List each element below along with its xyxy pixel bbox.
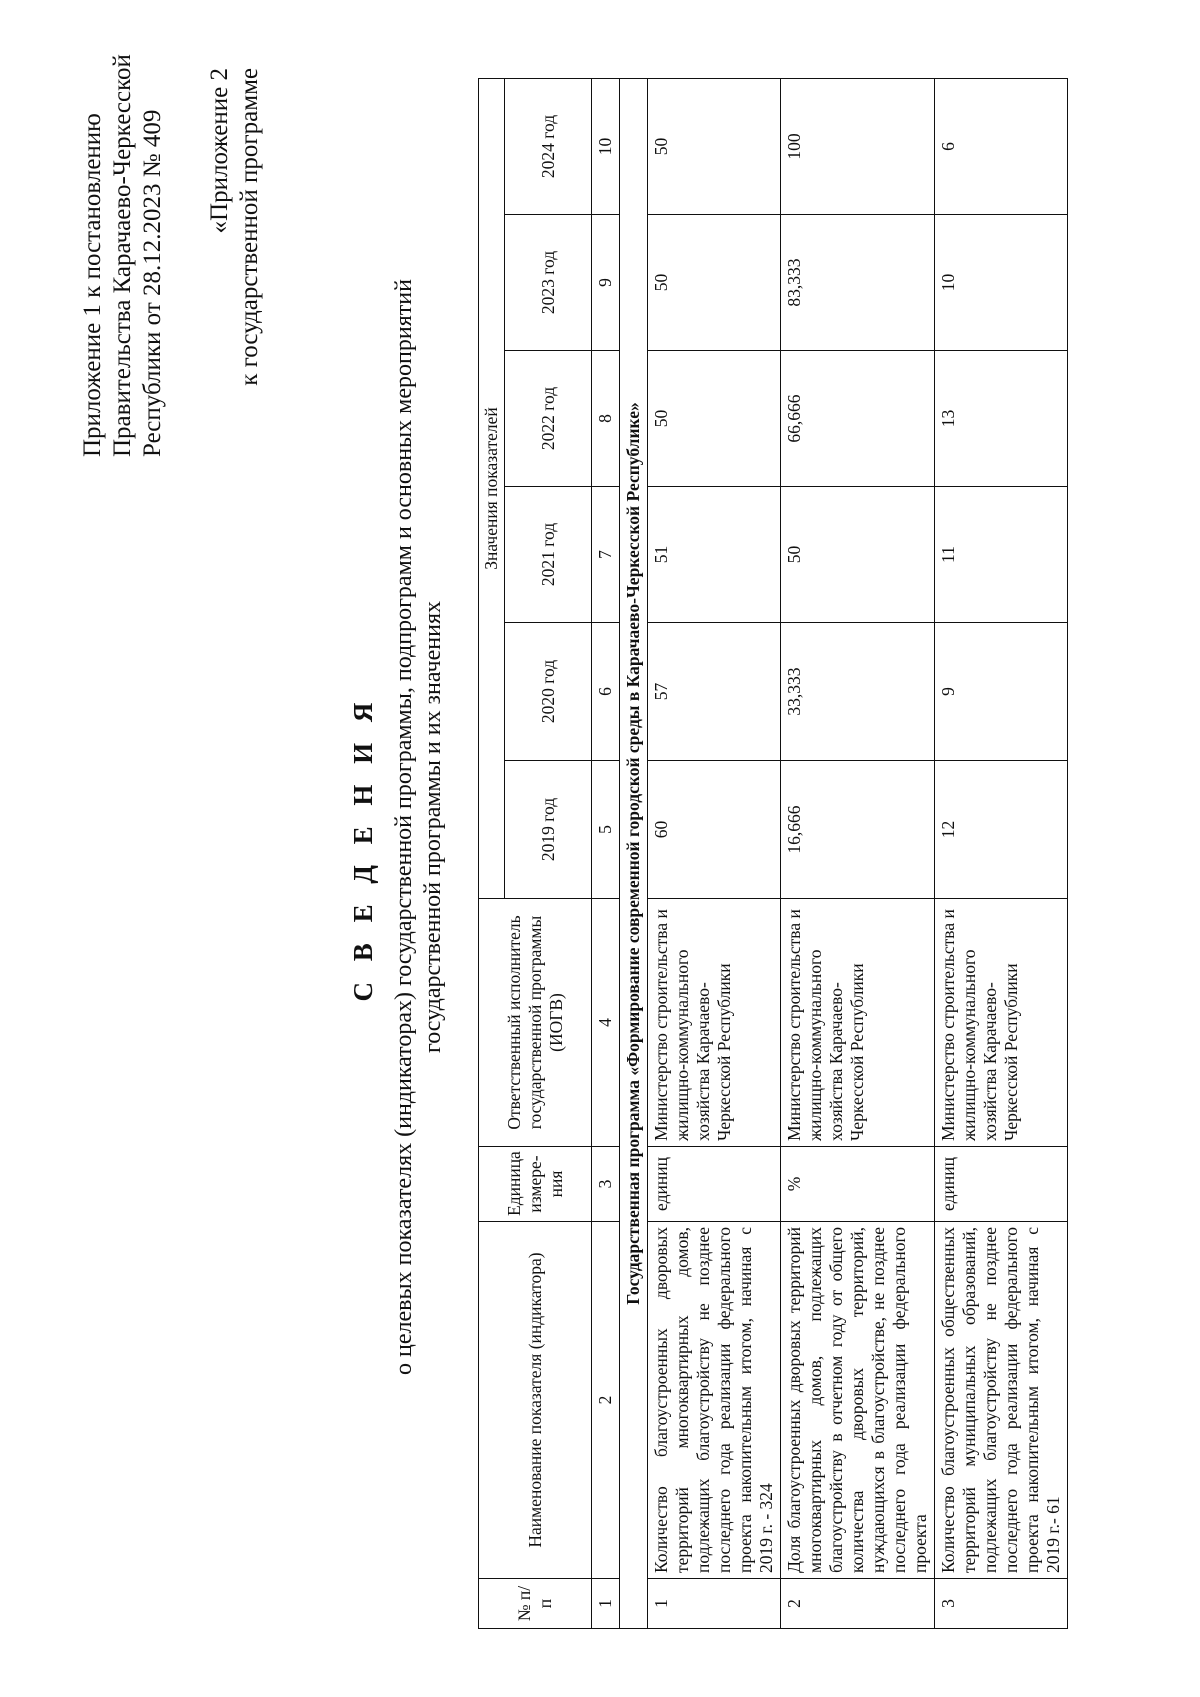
column-number: 6: [592, 623, 620, 761]
row-num: 1: [648, 1579, 781, 1629]
appendix-2-line: к государственной программе: [236, 68, 263, 386]
column-number: 3: [592, 1147, 620, 1222]
row-value: 6: [935, 78, 1068, 214]
column-number: 5: [592, 761, 620, 899]
row-value: 66,666: [781, 351, 935, 487]
header-name: Наименование показателя (индикатора): [479, 1222, 592, 1579]
column-number-row: [592, 78, 620, 1628]
table-row: [781, 78, 935, 1628]
header-unit: Единица измере-ния: [479, 1147, 592, 1222]
row-value: 10: [935, 215, 1068, 351]
row-value: 57: [648, 623, 781, 761]
header-year: 2024 год: [505, 78, 592, 214]
header-num: № п/п: [479, 1579, 592, 1629]
column-number: 9: [592, 215, 620, 351]
row-value: 83,333: [781, 215, 935, 351]
appendix-1-note: [78, 54, 168, 457]
document-title: С В Е Д Е Н И Я: [348, 695, 378, 1002]
subtitle-line: государственной программы и их значениях: [420, 600, 446, 1054]
document-subtitle: [390, 197, 448, 1457]
header-row: [479, 78, 505, 1628]
row-value: 50: [781, 487, 935, 623]
header-executor: Ответственный исполнитель государственной программы (ИОГВ): [479, 899, 592, 1147]
header-year: 2020 год: [505, 623, 592, 761]
header-year: 2019 год: [505, 761, 592, 899]
row-unit: %: [781, 1147, 935, 1222]
row-value: 13: [935, 351, 1068, 487]
row-value: 50: [648, 215, 781, 351]
column-number: 4: [592, 899, 620, 1147]
header-year: 2022 год: [505, 351, 592, 487]
column-number: 8: [592, 351, 620, 487]
section-title: Государственная программа «Формирование современной городской среды в Карачаево-Черкесской Республике»: [620, 78, 648, 1628]
row-value: 16,666: [781, 761, 935, 899]
indicators-table: [478, 78, 1068, 1629]
column-number: 2: [592, 1222, 620, 1579]
row-value: 50: [648, 78, 781, 214]
row-value: 51: [648, 487, 781, 623]
appendix-1-line: Правительства Карачаево-Черкесской: [109, 54, 136, 457]
appendix-2-line: «Приложение 2: [206, 68, 233, 234]
row-value: 9: [935, 623, 1068, 761]
row-executor: Министерство строительства и жилищно-коммунального хозяйства Карачаево-Черкесской Республики: [648, 899, 781, 1147]
row-name: Количество благоустроенных дворовых территорий многоквартирных домов, подлежащих благоустройству не позднее последнего года реализации федерального проекта накопительным итогом, начиная с 2019 г. - 324: [648, 1222, 781, 1579]
row-value: 50: [648, 351, 781, 487]
column-number: 1: [592, 1579, 620, 1629]
header-year: 2021 год: [505, 487, 592, 623]
appendix-2-note: [205, 68, 265, 386]
row-value: 60: [648, 761, 781, 899]
table-row: [935, 78, 1068, 1628]
row-value: 11: [935, 487, 1068, 623]
row-executor: Министерство строительства и жилищно-коммунального хозяйства Карачаево-Черкесской Республики: [935, 899, 1068, 1147]
section-row: [620, 78, 648, 1628]
column-number: 10: [592, 78, 620, 214]
subtitle-line: о целевых показателях (индикаторах) государственной программы, подпрограмм и основных мероприятий: [391, 279, 417, 1375]
header-year: 2023 год: [505, 215, 592, 351]
row-num: 3: [935, 1579, 1068, 1629]
appendix-1-line: Приложение 1 к постановлению: [79, 113, 106, 457]
row-unit: единиц: [935, 1147, 1068, 1222]
row-value: 100: [781, 78, 935, 214]
row-unit: единиц: [648, 1147, 781, 1222]
row-value: 12: [935, 761, 1068, 899]
row-executor: Министерство строительства и жилищно-коммунального хозяйства Карачаево-Черкесской Республики: [781, 899, 935, 1147]
row-value: 33,333: [781, 623, 935, 761]
row-num: 2: [781, 1579, 935, 1629]
table-row: [648, 78, 781, 1628]
row-name: Количество благоустроенных общественных территорий муниципальных образований, подлежащих благоустройству не позднее последнего года реализации федерального проекта накопительным итогом, начиная с 2019 г.- 61: [935, 1222, 1068, 1579]
row-name: Доля благоустроенных дворовых территорий многоквартирных домов, подлежащих благоустройству в отчетном году от общего количества дворовых территорий, нуждающихся в благоустройстве, не позднее последнего года реализации федерального проекта: [781, 1222, 935, 1579]
header-values-group: Значения показателей: [479, 78, 505, 898]
column-number: 7: [592, 487, 620, 623]
appendix-1-line: Республики от 28.12.2023 № 409: [139, 109, 166, 457]
